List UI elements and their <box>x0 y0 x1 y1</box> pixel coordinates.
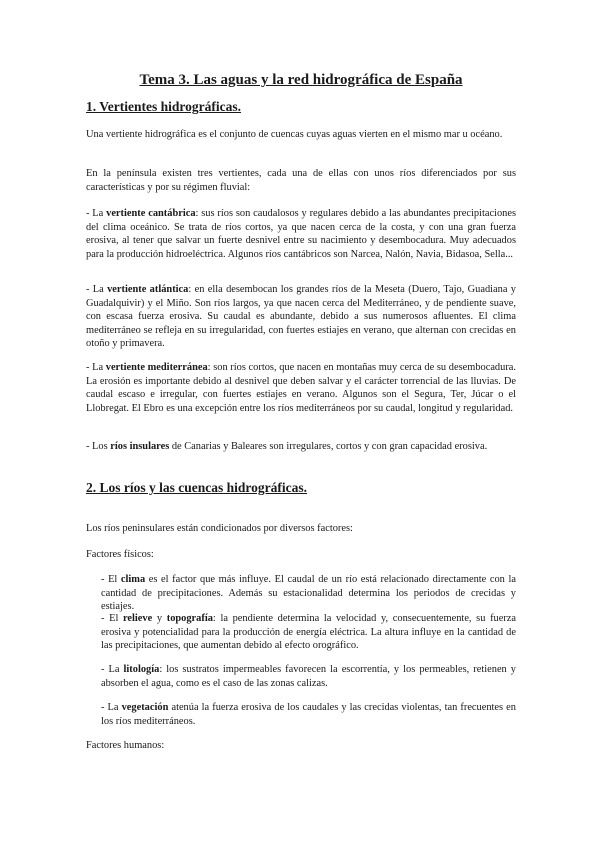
term-clima: clima <box>120 574 146 585</box>
paragraph-rios-insulares: - Los ríos insulares de Canarias y Baleares son irregulares, cortos y con gran capacidad erosiva. <box>86 441 488 452</box>
term-litologia: litología <box>123 664 160 675</box>
paragraph-vertientes-intro: En la península existen tres vertientes, cada una de ellas con unos ríos diferenciados por sus características y por su régimen fluvial: <box>86 168 516 193</box>
paragraph-relieve: - El relieve y topografía: la pendiente determina la velocidad y, consecuentemente, su fuerza erosiva y potencialidad para la producción de energía eléctrica. La altura influye en la cantidad de las precipitaciones, que aumentan debido al efecto orográfico. <box>101 613 517 652</box>
paragraph-clima: - El clima es el factor que más influye. El caudal de un río está relacionado directamente con la cantidad de precipitaciones. Además su estacionalidad determina los periodos de crecidas y estiajes. <box>101 574 516 613</box>
paragraph-vertiente-mediterranea: - La vertiente mediterránea: son ríos cortos, que nacen en montañas muy cerca de su desembocadura. La erosión es importante debido al desnivel que deben salvar y el carácter torrencial de las lluvias. De caudal escaso e irregular, con fuertes estiajes en verano. Algunos son el Segura, Ter, Júcar o el Llobregat. El Ebro es una excepción entre los ríos mediterráneos por su caudal, longitud y regularidad. <box>86 362 516 414</box>
factores-fisicos-label: Factores físicos: <box>86 549 154 560</box>
term-vertiente-atlantica: vertiente atlántica <box>107 284 189 295</box>
page-title: Tema 3. Las aguas y la red hidrográfica de España <box>139 72 463 88</box>
term-relieve: relieve <box>123 613 153 624</box>
factores-humanos-label: Factores humanos: <box>86 740 165 751</box>
term-vertiente-mediterranea: vertiente mediterránea <box>105 362 208 373</box>
paragraph-litologia: - La litología: los sustratos impermeables favorecen la escorrentía, y los permeables, retienen y absorben el agua, como es el caso de las zonas calizas. <box>101 664 516 689</box>
term-topografia: topografía <box>166 613 213 624</box>
term-vertiente-cantabrica: vertiente cantábrica <box>106 208 196 219</box>
term-vegetacion: vegetación <box>121 702 169 713</box>
term-rios-insulares: ríos insulares <box>110 441 170 452</box>
paragraph-definition: Una vertiente hidrográfica es el conjunto de cuencas cuyas aguas vierten en el mismo mar u océano. <box>86 129 503 140</box>
paragraph-vertiente-atlantica: - La vertiente atlántica: en ella desembocan los grandes ríos de la Meseta (Duero, Tajo, Guadiana y Guadalquivir) y el Miño. Son ríos largos, ya que nacen cerca del Mediterráneo, y de pendiente suave, con escasa fuerza erosiva. Su caudal es abundante, debido a sus numerosos afluentes. El clima mediterráneo se refleja en su irregularidad, con fuertes estiajes en verano, que alternan con crecidas en otoño y primavera. <box>86 284 516 350</box>
section-1-heading: 1. Vertientes hidrográficas. <box>86 99 241 114</box>
paragraph-vertiente-cantabrica: - La vertiente cantábrica: sus ríos son caudalosos y regulares debido a las abundantes precipitaciones del clima oceánico. Se trata de ríos cortos, ya que nacen cerca de la costa, y con una gran fuerza erosiva, al tener que salvar un fuerte desnivel entre su nacimiento y desembocadura. Muy adecuados para la producción hidroeléctrica. Algunos ríos cantábricos son Narcea, Nalón, Navia, Bidasoa, Sella... <box>86 208 516 260</box>
paragraph-factores-intro: Los ríos peninsulares están condicionados por diversos factores: <box>86 523 353 534</box>
paragraph-vegetacion: - La vegetación atenúa la fuerza erosiva de los caudales y las crecidas violentas, tan frecuentes en los ríos mediterráneos. <box>101 702 516 727</box>
section-2-heading: 2. Los ríos y las cuencas hidrográficas. <box>86 480 308 495</box>
